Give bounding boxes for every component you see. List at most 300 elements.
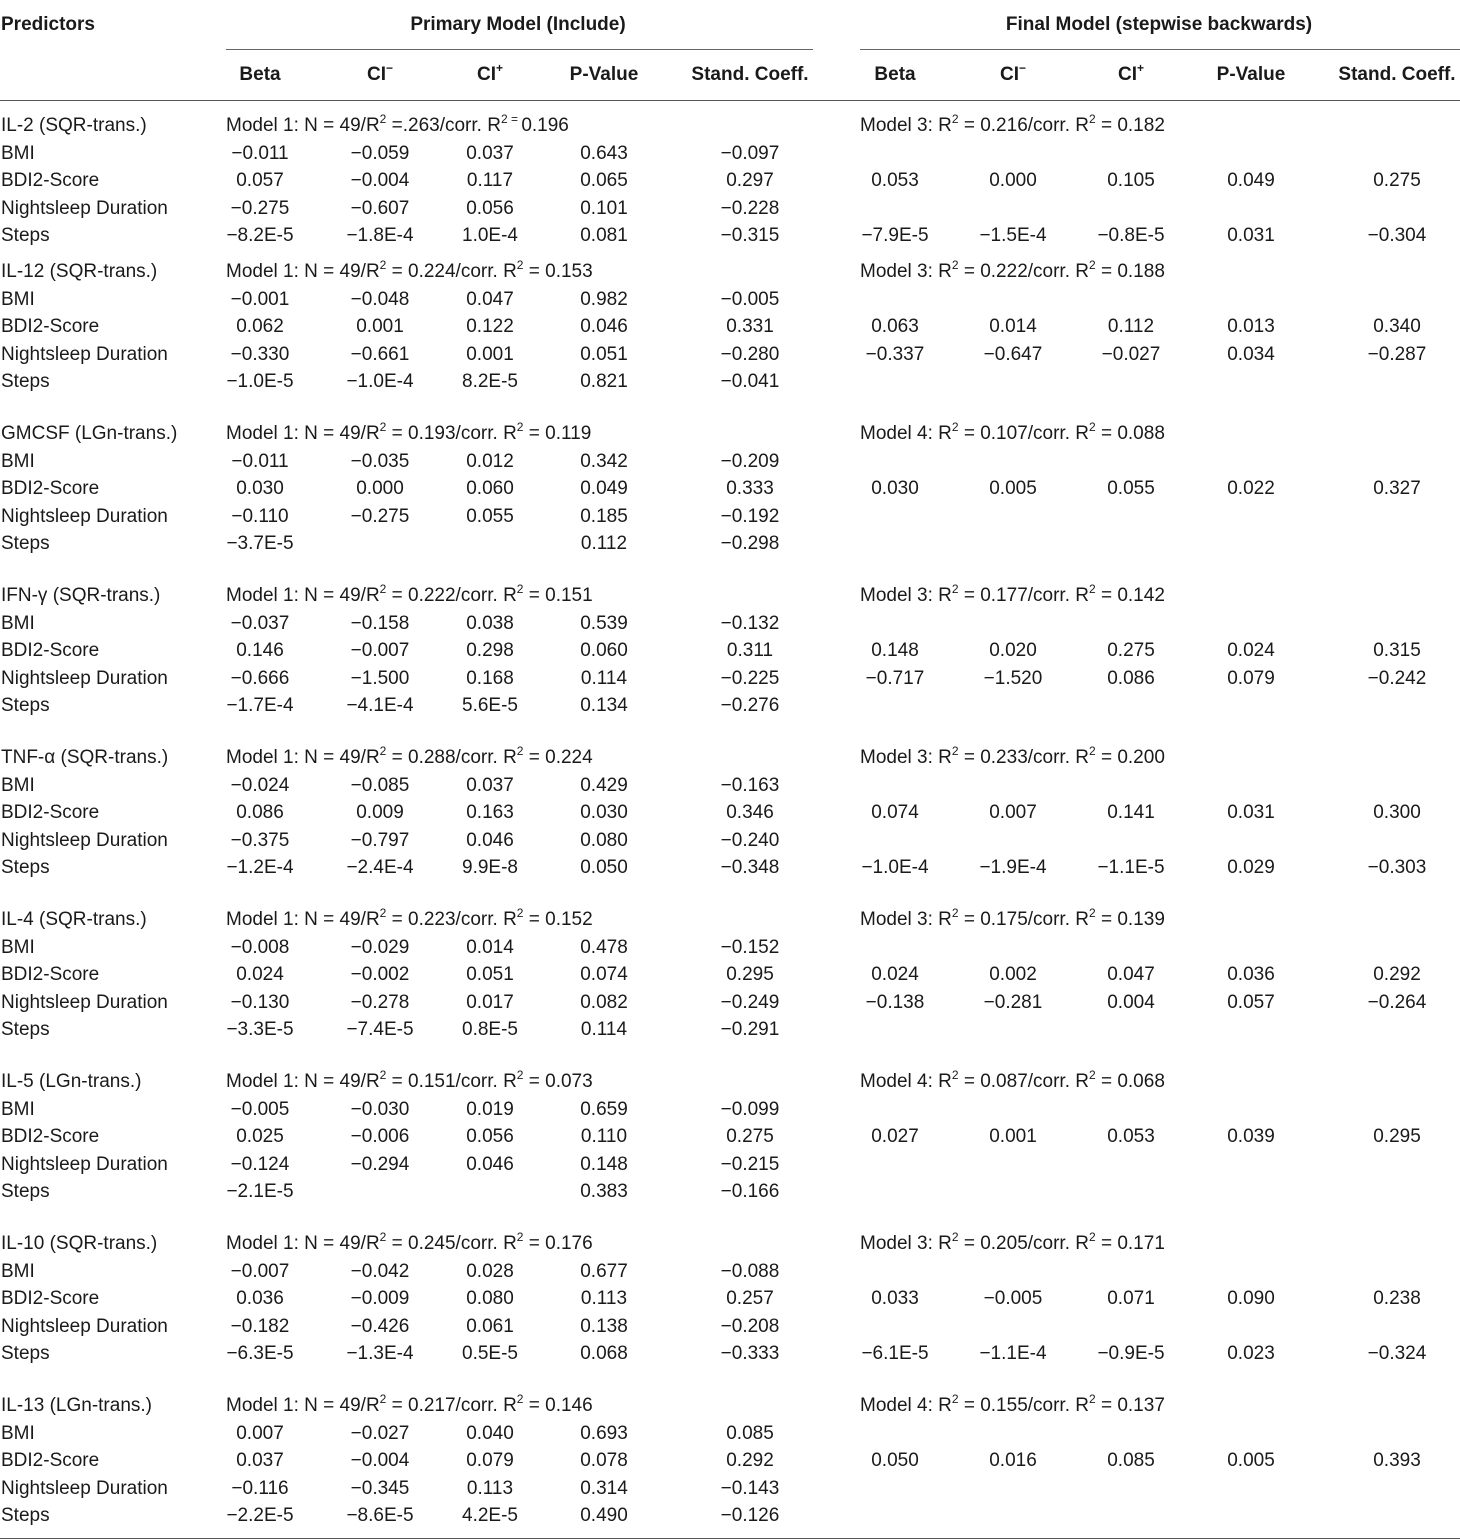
final-value: −0.281 xyxy=(983,991,1043,1013)
table-row xyxy=(0,692,1460,720)
model-superscript: 2 xyxy=(1089,1067,1096,1082)
model-text: = 0.151 xyxy=(523,585,593,606)
primary-value: −0.041 xyxy=(720,371,780,392)
primary-value: −0.348 xyxy=(720,857,780,878)
model-superscript: 2 xyxy=(379,419,387,434)
primary-model-header: Primary Model (Include) xyxy=(410,14,626,35)
primary-value: 0.068 xyxy=(580,1343,628,1364)
final-value: 0.027 xyxy=(871,1126,919,1147)
primary-value: 0.056 xyxy=(466,1126,514,1147)
final-value: 0.071 xyxy=(1107,1288,1155,1309)
primary-value: 0.117 xyxy=(466,170,514,191)
model-text: = 0.146 xyxy=(523,1395,593,1416)
primary-value: 0.295 xyxy=(726,964,774,985)
ci-plus-superscript: + xyxy=(1136,60,1145,75)
model-superscript: 2 xyxy=(1089,581,1096,596)
final-group-rule xyxy=(860,49,1460,50)
final-value: 0.275 xyxy=(1107,640,1155,661)
model-text: 0.196 xyxy=(521,115,569,136)
table-row xyxy=(0,448,1460,476)
primary-value: −0.116 xyxy=(231,1477,289,1499)
predictor-label: BMI xyxy=(1,774,35,796)
primary-value: −0.124 xyxy=(230,1153,290,1175)
primary-value: −0.208 xyxy=(720,1315,780,1337)
table-row xyxy=(0,1096,1460,1124)
primary-value: 0.028 xyxy=(466,1260,514,1282)
final-value: 0.090 xyxy=(1227,1288,1275,1309)
predictor-label: BDI2-Score xyxy=(1,1126,100,1147)
column-header-text: P-Value xyxy=(1216,64,1286,85)
model-text: = 0.288/corr. R xyxy=(386,747,517,768)
predictor-label: BMI xyxy=(1,1098,35,1120)
cytokine-name: GMCSF (LGn-trans.) xyxy=(1,423,178,444)
table-row xyxy=(0,934,1460,962)
primary-value: 0.086 xyxy=(236,802,284,823)
primary-value: 0.060 xyxy=(466,478,514,499)
table-row xyxy=(0,1340,1460,1368)
column-header xyxy=(239,64,280,86)
primary-value: 0.081 xyxy=(580,225,628,246)
model-superscript: 2 xyxy=(516,1067,524,1082)
model-superscript: 2 xyxy=(516,743,524,758)
primary-value: 0.012 xyxy=(466,450,514,472)
model-text: Model 1: N = 49/R xyxy=(226,747,380,768)
primary-value: 0.061 xyxy=(466,1315,514,1337)
model-superscript: 2 xyxy=(1089,743,1096,758)
primary-value: 0.311 xyxy=(726,640,774,661)
model-text: = 0.088 xyxy=(1095,423,1165,444)
final-value: 0.031 xyxy=(1227,802,1275,823)
final-value: 0.001 xyxy=(989,1126,1037,1147)
final-value: 0.141 xyxy=(1107,802,1155,823)
column-header-text: CI xyxy=(476,64,496,85)
model-superscript: 2 xyxy=(516,419,524,434)
table-row xyxy=(0,961,1460,989)
primary-value: −0.661 xyxy=(350,343,410,365)
model-text: = 0.200 xyxy=(1095,747,1165,768)
primary-value: −0.002 xyxy=(350,964,410,985)
final-value: −0.027 xyxy=(1101,343,1161,365)
primary-value: 0.114 xyxy=(580,667,628,689)
primary-value: 0.185 xyxy=(580,505,628,527)
predictor-label: Steps xyxy=(1,225,50,246)
model-text: Model 3: R xyxy=(860,1233,952,1254)
primary-value: 0.110 xyxy=(580,1126,628,1147)
primary-value: −0.275 xyxy=(230,197,290,219)
final-model-summary xyxy=(860,906,1165,934)
primary-value: −0.130 xyxy=(230,991,290,1013)
primary-value: −1.0E-5 xyxy=(226,371,294,392)
predictor-label: BMI xyxy=(1,936,35,958)
primary-model-summary xyxy=(226,906,593,934)
primary-value: 0.074 xyxy=(580,964,628,985)
final-value: 0.053 xyxy=(871,170,919,191)
primary-value: −0.005 xyxy=(720,288,780,310)
column-header-text: CI xyxy=(366,64,386,85)
model-text: = 0.171 xyxy=(1095,1233,1165,1254)
model-text: = 0.177/corr. R xyxy=(958,585,1089,606)
final-value: −7.9E-5 xyxy=(861,225,929,246)
model-text: = 0.155/corr. R xyxy=(958,1395,1089,1416)
primary-value: 0.030 xyxy=(236,478,284,499)
primary-value: 0.383 xyxy=(580,1181,628,1202)
final-value: 0.327 xyxy=(1373,478,1421,499)
primary-value: −0.143 xyxy=(720,1477,780,1499)
primary-value: 1.0E-4 xyxy=(462,225,518,246)
model-superscript: 2 xyxy=(516,905,524,920)
primary-model-summary xyxy=(226,258,593,286)
primary-group-rule xyxy=(226,49,813,50)
primary-value: −0.030 xyxy=(350,1098,410,1120)
primary-value: −1.500 xyxy=(350,667,410,689)
final-value: 0.112 xyxy=(1107,316,1155,337)
primary-value: −0.035 xyxy=(350,450,410,472)
model-text: Model 1: N = 49/R xyxy=(226,261,380,282)
primary-value: 0.122 xyxy=(466,316,514,337)
model-text: =.263/corr. R xyxy=(386,115,501,136)
primary-value: −0.294 xyxy=(350,1153,410,1175)
table-row xyxy=(0,1151,1460,1179)
model-text: = 0.175/corr. R xyxy=(958,909,1089,930)
primary-value: 0.101 xyxy=(580,197,628,219)
model-text: = 0.222/corr. R xyxy=(958,261,1089,282)
primary-model-summary xyxy=(226,1392,593,1420)
final-value: −0.304 xyxy=(1367,225,1427,246)
primary-value: −1.0E-4 xyxy=(346,371,414,392)
primary-value: 0.314 xyxy=(580,1477,628,1499)
primary-value: 0.134 xyxy=(580,695,628,716)
primary-value: −0.666 xyxy=(230,667,290,689)
group-title-row xyxy=(0,1068,1460,1096)
model-superscript: 2 xyxy=(951,257,959,272)
primary-value: −0.333 xyxy=(720,1343,780,1364)
predictor-label: BDI2-Score xyxy=(1,316,100,337)
final-value: 0.030 xyxy=(871,478,919,499)
primary-value: 0.490 xyxy=(580,1505,628,1526)
primary-value: 0.038 xyxy=(466,612,514,634)
final-value: 0.300 xyxy=(1373,802,1421,823)
primary-value: 0.079 xyxy=(466,1450,514,1471)
predictor-label: BMI xyxy=(1,450,35,472)
final-value: 0.023 xyxy=(1227,1343,1275,1364)
final-model-summary xyxy=(860,258,1165,286)
primary-value: 8.2E-5 xyxy=(462,371,518,392)
primary-value: 0.821 xyxy=(580,371,628,392)
primary-value: 0.080 xyxy=(466,1288,514,1309)
predictor-label: BMI xyxy=(1,1260,35,1282)
model-superscript: 2 xyxy=(951,419,959,434)
primary-value: −4.1E-4 xyxy=(346,695,414,716)
primary-value: 0.056 xyxy=(466,197,514,219)
primary-value: 0.114 xyxy=(580,1019,628,1040)
primary-value: −8.2E-5 xyxy=(226,225,294,246)
predictor-label: Steps xyxy=(1,1505,50,1526)
primary-model-summary xyxy=(226,1068,593,1096)
predictor-label: BDI2-Score xyxy=(1,170,100,191)
final-value: 0.005 xyxy=(989,478,1037,499)
primary-value: −0.005 xyxy=(230,1098,290,1120)
model-superscript: 2 xyxy=(379,581,387,596)
model-text: = 0.217/corr. R xyxy=(386,1395,517,1416)
primary-value: −0.029 xyxy=(350,936,410,958)
primary-value: −0.163 xyxy=(720,774,780,796)
primary-value: −0.088 xyxy=(720,1260,780,1282)
predictor-group xyxy=(0,112,1460,250)
final-value: 0.148 xyxy=(871,640,919,661)
primary-value: 0.046 xyxy=(466,1153,514,1175)
primary-value: −0.280 xyxy=(720,343,780,365)
primary-value: −0.158 xyxy=(350,612,410,634)
predictor-label: BDI2-Score xyxy=(1,964,100,985)
primary-value: −0.042 xyxy=(350,1260,410,1282)
primary-value: −7.4E-5 xyxy=(346,1019,414,1040)
predictor-label: Nightsleep Duration xyxy=(1,829,168,851)
group-title-row xyxy=(0,258,1460,286)
primary-value: −3.3E-5 xyxy=(226,1019,294,1040)
final-value: 0.002 xyxy=(989,964,1037,985)
predictor-group xyxy=(0,420,1460,558)
model-text: = 0.223/corr. R xyxy=(386,909,517,930)
final-value: 0.014 xyxy=(989,316,1037,337)
cytokine-name: IL-4 (SQR-trans.) xyxy=(1,909,147,930)
column-header xyxy=(476,60,504,86)
column-header xyxy=(874,64,915,86)
predictor-label: Nightsleep Duration xyxy=(1,1477,168,1499)
table-row xyxy=(0,1258,1460,1286)
primary-model-summary xyxy=(226,744,593,772)
model-text: = 0.068 xyxy=(1095,1071,1165,1092)
final-model-summary xyxy=(860,1068,1165,1096)
predictor-group xyxy=(0,744,1460,882)
final-value: 0.340 xyxy=(1373,316,1421,337)
final-value: −0.9E-5 xyxy=(1097,1343,1165,1364)
predictor-label: Nightsleep Duration xyxy=(1,505,168,527)
model-text: = 0.216/corr. R xyxy=(958,115,1089,136)
predictor-group xyxy=(0,906,1460,1044)
cytokine-name: IL-5 (LGn-trans.) xyxy=(1,1071,142,1092)
primary-value: −0.001 xyxy=(230,288,290,310)
final-value: −0.138 xyxy=(865,991,925,1013)
final-value: −0.647 xyxy=(983,343,1043,365)
model-text: Model 3: R xyxy=(860,747,952,768)
model-text: = 0.073 xyxy=(523,1071,593,1092)
predictor-group xyxy=(0,258,1460,396)
final-value: 0.275 xyxy=(1373,170,1421,191)
predictor-label: BDI2-Score xyxy=(1,478,100,499)
model-text: = 0.176 xyxy=(523,1233,593,1254)
table-row xyxy=(0,313,1460,341)
primary-value: −0.006 xyxy=(350,1126,410,1147)
model-superscript: 2 xyxy=(951,905,959,920)
column-header xyxy=(1117,60,1145,86)
table-row xyxy=(0,665,1460,693)
final-value: 0.238 xyxy=(1373,1288,1421,1309)
final-value: 0.053 xyxy=(1107,1126,1155,1147)
final-value: −1.1E-4 xyxy=(979,1343,1047,1364)
predictor-label: Nightsleep Duration xyxy=(1,991,168,1013)
primary-value: −0.037 xyxy=(230,612,290,634)
primary-value: 0.643 xyxy=(580,142,628,164)
table-row xyxy=(0,286,1460,314)
primary-value: −0.132 xyxy=(720,612,780,634)
primary-value: −0.024 xyxy=(230,774,290,796)
primary-value: 0.331 xyxy=(726,316,774,337)
table-row xyxy=(0,1016,1460,1044)
final-value: 0.295 xyxy=(1373,1126,1421,1147)
model-superscript: 2 xyxy=(516,257,524,272)
model-text: Model 1: N = 49/R xyxy=(226,115,380,136)
model-superscript: 2 xyxy=(516,1391,524,1406)
predictor-label: Steps xyxy=(1,1019,50,1040)
final-value: 0.005 xyxy=(1227,1450,1275,1471)
primary-value: −0.152 xyxy=(720,936,780,958)
primary-model-summary xyxy=(226,420,591,448)
model-text: = 0.119 xyxy=(523,423,592,444)
final-value: 0.049 xyxy=(1227,170,1275,191)
primary-value: −0.110 xyxy=(231,505,289,527)
predictor-label: Nightsleep Duration xyxy=(1,667,168,689)
final-value: 0.024 xyxy=(1227,640,1275,661)
primary-value: −0.228 xyxy=(720,197,780,219)
primary-model-summary xyxy=(226,112,569,140)
predictor-label: Steps xyxy=(1,857,50,878)
primary-value: −0.097 xyxy=(720,142,780,164)
model-text: = 0.137 xyxy=(1095,1395,1165,1416)
primary-value: 0.275 xyxy=(726,1126,774,1147)
model-text: Model 1: N = 49/R xyxy=(226,1071,380,1092)
column-header-text: Stand. Coeff. xyxy=(1338,64,1456,85)
model-superscript: 2 xyxy=(1089,1391,1096,1406)
final-value: 0.022 xyxy=(1227,478,1275,499)
primary-value: 0.007 xyxy=(236,1422,284,1444)
primary-value: 0.297 xyxy=(726,170,774,191)
primary-value: −0.249 xyxy=(720,991,780,1013)
primary-value: 0.025 xyxy=(236,1126,284,1147)
final-value: 0.004 xyxy=(1107,991,1155,1013)
final-value: −0.337 xyxy=(865,343,925,365)
model-superscript: 2 xyxy=(951,111,959,126)
primary-value: 0.037 xyxy=(466,142,514,164)
group-title-row xyxy=(0,420,1460,448)
model-text: = 0.245/corr. R xyxy=(386,1233,517,1254)
predictor-label: BDI2-Score xyxy=(1,1288,100,1309)
primary-value: 0.146 xyxy=(236,640,284,661)
table-row xyxy=(0,503,1460,531)
final-value: 0.047 xyxy=(1107,964,1155,985)
ci-minus-superscript: − xyxy=(1018,60,1027,75)
primary-value: −0.011 xyxy=(231,450,289,472)
table-row xyxy=(0,854,1460,882)
final-value: 0.033 xyxy=(871,1288,919,1309)
model-text: = 0.107/corr. R xyxy=(958,423,1089,444)
primary-value: −0.007 xyxy=(350,640,410,661)
predictor-group xyxy=(0,582,1460,720)
primary-value: 0.333 xyxy=(726,478,774,499)
predictor-label: BDI2-Score xyxy=(1,802,100,823)
final-value: −6.1E-5 xyxy=(861,1343,929,1364)
table-row xyxy=(0,341,1460,369)
model-superscript: 2 xyxy=(1089,419,1096,434)
final-model-header: Final Model (stepwise backwards) xyxy=(1005,14,1313,35)
primary-value: −0.315 xyxy=(720,225,780,246)
predictor-group xyxy=(0,1068,1460,1206)
final-value: 0.292 xyxy=(1373,964,1421,985)
cytokine-name: IL-10 (SQR-trans.) xyxy=(1,1233,158,1254)
primary-value: 0.5E-5 xyxy=(462,1343,518,1364)
model-text: = 0.152 xyxy=(523,909,593,930)
model-superscript: 2 xyxy=(951,1391,959,1406)
final-value: 0.086 xyxy=(1107,667,1155,689)
primary-value: −0.797 xyxy=(350,829,410,851)
final-value: −0.8E-5 xyxy=(1097,225,1165,246)
primary-value: −8.6E-5 xyxy=(346,1505,414,1526)
table-row xyxy=(0,637,1460,665)
primary-value: −0.276 xyxy=(720,695,780,716)
model-superscript: 2 xyxy=(1089,111,1096,126)
predictors-header: Predictors xyxy=(1,14,95,35)
primary-value: 0.8E-5 xyxy=(462,1019,518,1040)
primary-value: −0.048 xyxy=(350,288,410,310)
final-value: −1.1E-5 xyxy=(1097,857,1165,878)
predictor-label: Nightsleep Duration xyxy=(1,197,168,219)
primary-value: 0.051 xyxy=(466,964,514,985)
model-superscript: 2 xyxy=(516,1229,524,1244)
predictor-label: BDI2-Score xyxy=(1,640,100,661)
primary-value: −0.375 xyxy=(230,829,290,851)
primary-value: −0.008 xyxy=(230,936,290,958)
cytokine-name: IFN-γ (SQR-trans.) xyxy=(1,585,161,606)
primary-value: 0.148 xyxy=(580,1153,628,1175)
column-header-text: CI xyxy=(1117,64,1137,85)
primary-value: −0.009 xyxy=(350,1288,410,1309)
column-header xyxy=(366,60,394,86)
predictor-label: BMI xyxy=(1,612,35,634)
model-superscript: 2 xyxy=(379,1391,387,1406)
predictor-group xyxy=(0,1230,1460,1368)
final-value: 0.085 xyxy=(1107,1450,1155,1471)
primary-value: −2.2E-5 xyxy=(226,1505,294,1526)
model-text: = 0.151/corr. R xyxy=(386,1071,517,1092)
model-text: Model 1: N = 49/R xyxy=(226,909,380,930)
primary-value: −0.059 xyxy=(350,142,410,164)
model-text: = 0.224 xyxy=(523,747,593,768)
model-text: Model 3: R xyxy=(860,115,952,136)
model-text: Model 1: N = 49/R xyxy=(226,1395,380,1416)
table-row xyxy=(0,195,1460,223)
predictor-label: BMI xyxy=(1,1422,35,1444)
predictor-label: Steps xyxy=(1,533,50,554)
primary-value: 0.080 xyxy=(580,829,628,851)
model-text: Model 4: R xyxy=(860,1395,952,1416)
primary-value: −0.011 xyxy=(231,142,289,164)
primary-value: −0.345 xyxy=(350,1477,410,1499)
model-text: = 0.222/corr. R xyxy=(386,585,517,606)
primary-value: 0.047 xyxy=(466,288,514,310)
model-superscript: 2 xyxy=(379,1229,387,1244)
table-row xyxy=(0,530,1460,558)
ci-minus-superscript: − xyxy=(385,60,394,75)
primary-value: 0.677 xyxy=(580,1260,628,1282)
predictor-label: BMI xyxy=(1,142,35,164)
primary-value: −1.8E-4 xyxy=(346,225,414,246)
primary-value: 0.000 xyxy=(356,478,404,499)
primary-value: −2.1E-5 xyxy=(226,1181,294,1202)
model-text: Model 1: N = 49/R xyxy=(226,585,380,606)
final-value: −0.303 xyxy=(1367,857,1427,878)
primary-value: 0.037 xyxy=(466,774,514,796)
primary-value: 0.001 xyxy=(466,343,514,365)
cytokine-name: IL-2 (SQR-trans.) xyxy=(1,115,147,136)
